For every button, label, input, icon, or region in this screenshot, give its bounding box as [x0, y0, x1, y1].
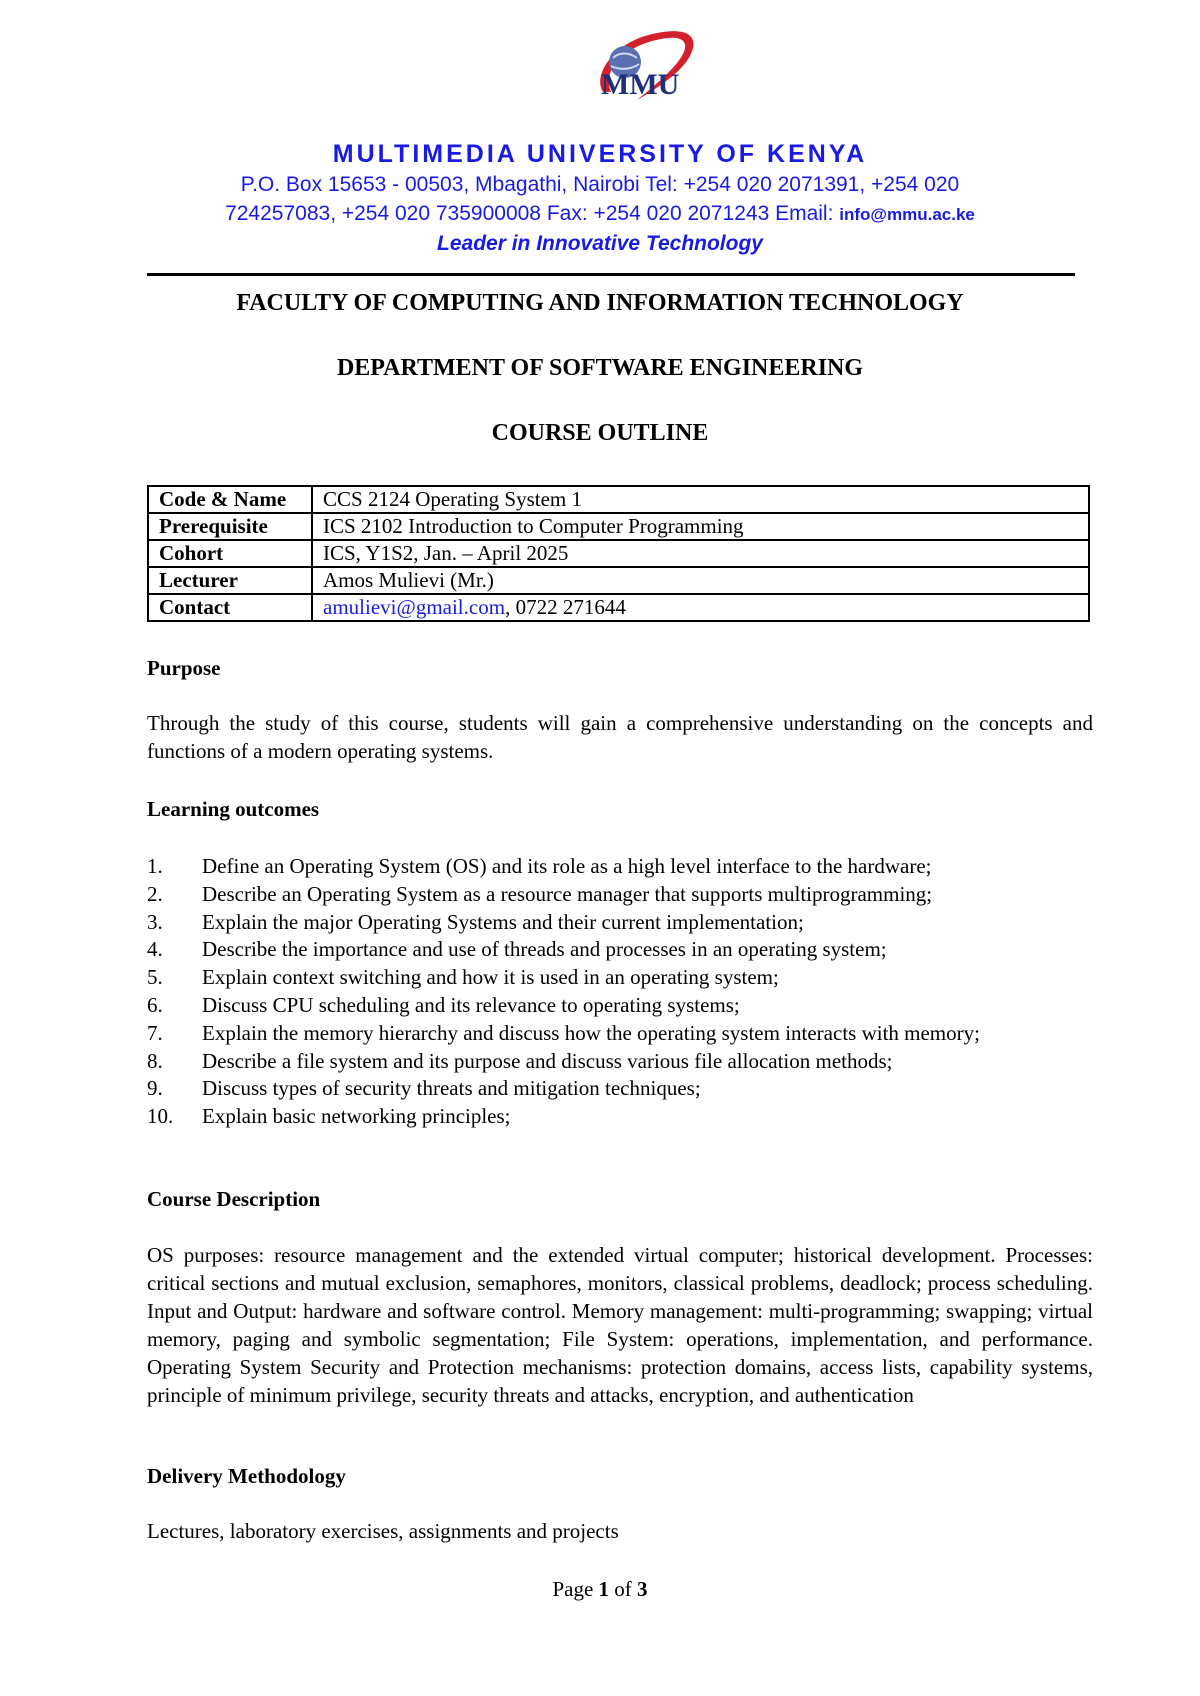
list-item-number: 5.	[147, 965, 163, 990]
table-row	[148, 594, 1089, 621]
list-item-number: 4.	[147, 937, 163, 962]
page-number: 1	[598, 1577, 610, 1601]
table-row	[148, 513, 1089, 540]
tagline: Leader in Innovative Technology	[437, 232, 763, 255]
contact-label: Contact	[148, 594, 312, 621]
list-item-text: Explain context switching and how it is used in an operating system;	[202, 965, 779, 990]
list-item	[147, 881, 1097, 909]
list-item-text: Discuss CPU scheduling and its relevance to operating systems;	[202, 992, 740, 1017]
address-line-1: P.O. Box 15653 - 00503, Mbagathi, Nairobi Tel: +254 020 2071391, +254 020	[240, 173, 960, 196]
code-label: Code & Name	[148, 486, 312, 513]
university-name: MULTIMEDIA UNIVERSITY OF KENYA	[332, 140, 868, 168]
lecturer-label: Lecturer	[148, 567, 312, 594]
page-word: Page	[552, 1577, 599, 1601]
code-value: CCS 2124 Operating System 1	[312, 486, 1089, 513]
list-item	[147, 1103, 1097, 1131]
address-line-2	[0, 199, 1200, 229]
mmu-logo	[585, 22, 705, 122]
list-item-text: Describe a file system and its purpose and discuss various file allocation methods;	[202, 1048, 893, 1073]
lecturer-value: Amos Mulievi (Mr.)	[312, 567, 1089, 594]
logo-text: MMU	[601, 68, 680, 101]
prereq-label: Prerequisite	[148, 513, 312, 540]
university-email[interactable]: info@mmu.ac.ke	[839, 205, 975, 224]
contact-phone: , 0722 271644	[505, 595, 626, 619]
list-item-number: 2.	[147, 881, 163, 906]
cohort-value: ICS, Y1S2, Jan. – April 2025	[312, 540, 1089, 567]
course-description-heading: Course Description	[147, 1187, 321, 1211]
header-divider	[147, 273, 1075, 276]
delivery-heading: Delivery Methodology	[147, 1464, 346, 1488]
letterhead	[0, 138, 1200, 258]
table-row	[148, 540, 1089, 567]
list-item	[147, 936, 1097, 964]
purpose-text: Through the study of this course, students will gain a comprehensive understanding on the concepts and functions of a modern operating systems.	[147, 711, 1093, 763]
contact-value	[312, 594, 1089, 621]
of-word: of	[609, 1577, 638, 1601]
table-row	[148, 486, 1089, 513]
list-item-number: 1.	[147, 854, 163, 878]
address-line-2-text: 724257083, +254 020 735900008 Fax: +254 020 2071243 Email:	[225, 202, 840, 225]
course-description-text: OS purposes: resource management and the extended virtual computer; historical development. Processes: critical sections and mutual exclusion, semaphores, monitors, classical problems, deadlock; process scheduling. Input and Output: hardware and software control. Memory management: multi-programming; swapping; virtual memory, paging and symbolic segmentation; File System: operations, implementation, and performance. Operating System Security and Protection mechanisms: protection domains, access lists, capability systems, principle of minimum privilege, security threats and attacks, encryption, and authentication	[147, 1243, 1093, 1407]
cohort-label: Cohort	[148, 540, 312, 567]
list-item	[147, 964, 1097, 992]
learning-outcomes-list	[147, 853, 1097, 1131]
list-item	[147, 1048, 1097, 1076]
list-item-text: Discuss types of security threats and mitigation techniques;	[202, 1076, 701, 1101]
table-row	[148, 567, 1089, 594]
delivery-text: Lectures, laboratory exercises, assignments and projects	[147, 1519, 619, 1543]
faculty-heading: FACULTY OF COMPUTING AND INFORMATION TECHNOLOGY	[236, 290, 964, 316]
course-info-table	[147, 485, 1090, 622]
list-item	[147, 992, 1097, 1020]
page-footer	[0, 1577, 1200, 1602]
list-item	[147, 909, 1097, 937]
purpose-heading: Purpose	[147, 656, 221, 680]
list-item-number: 9.	[147, 1076, 163, 1101]
list-item-number: 10.	[147, 1104, 174, 1129]
list-item-text: Describe an Operating System as a resource manager that supports multiprogramming;	[202, 881, 933, 906]
list-item-number: 6.	[147, 992, 163, 1017]
list-item-text: Explain basic networking principles;	[202, 1104, 511, 1129]
learning-outcomes-heading: Learning outcomes	[147, 797, 320, 821]
list-item-text: Explain the major Operating Systems and their current implementation;	[202, 909, 804, 934]
list-item-number: 3.	[147, 909, 163, 934]
list-item-text: Define an Operating System (OS) and its role as a high level interface to the hardware;	[202, 854, 932, 878]
list-item-number: 8.	[147, 1048, 163, 1073]
list-item	[147, 1075, 1097, 1103]
department-heading: DEPARTMENT OF SOFTWARE ENGINEERING	[336, 355, 864, 381]
list-item-text: Explain the memory hierarchy and discuss how the operating system interacts with memory;	[202, 1020, 980, 1045]
list-item-text: Describe the importance and use of threads and processes in an operating system;	[202, 937, 887, 962]
page-total: 3	[637, 1577, 648, 1601]
document-title: COURSE OUTLINE	[491, 420, 709, 446]
list-item-number: 7.	[147, 1020, 163, 1045]
contact-email-link[interactable]: amulievi@gmail.com	[323, 595, 506, 619]
list-item	[147, 1020, 1097, 1048]
list-item	[147, 853, 1097, 881]
prereq-value: ICS 2102 Introduction to Computer Programming	[312, 513, 1089, 540]
